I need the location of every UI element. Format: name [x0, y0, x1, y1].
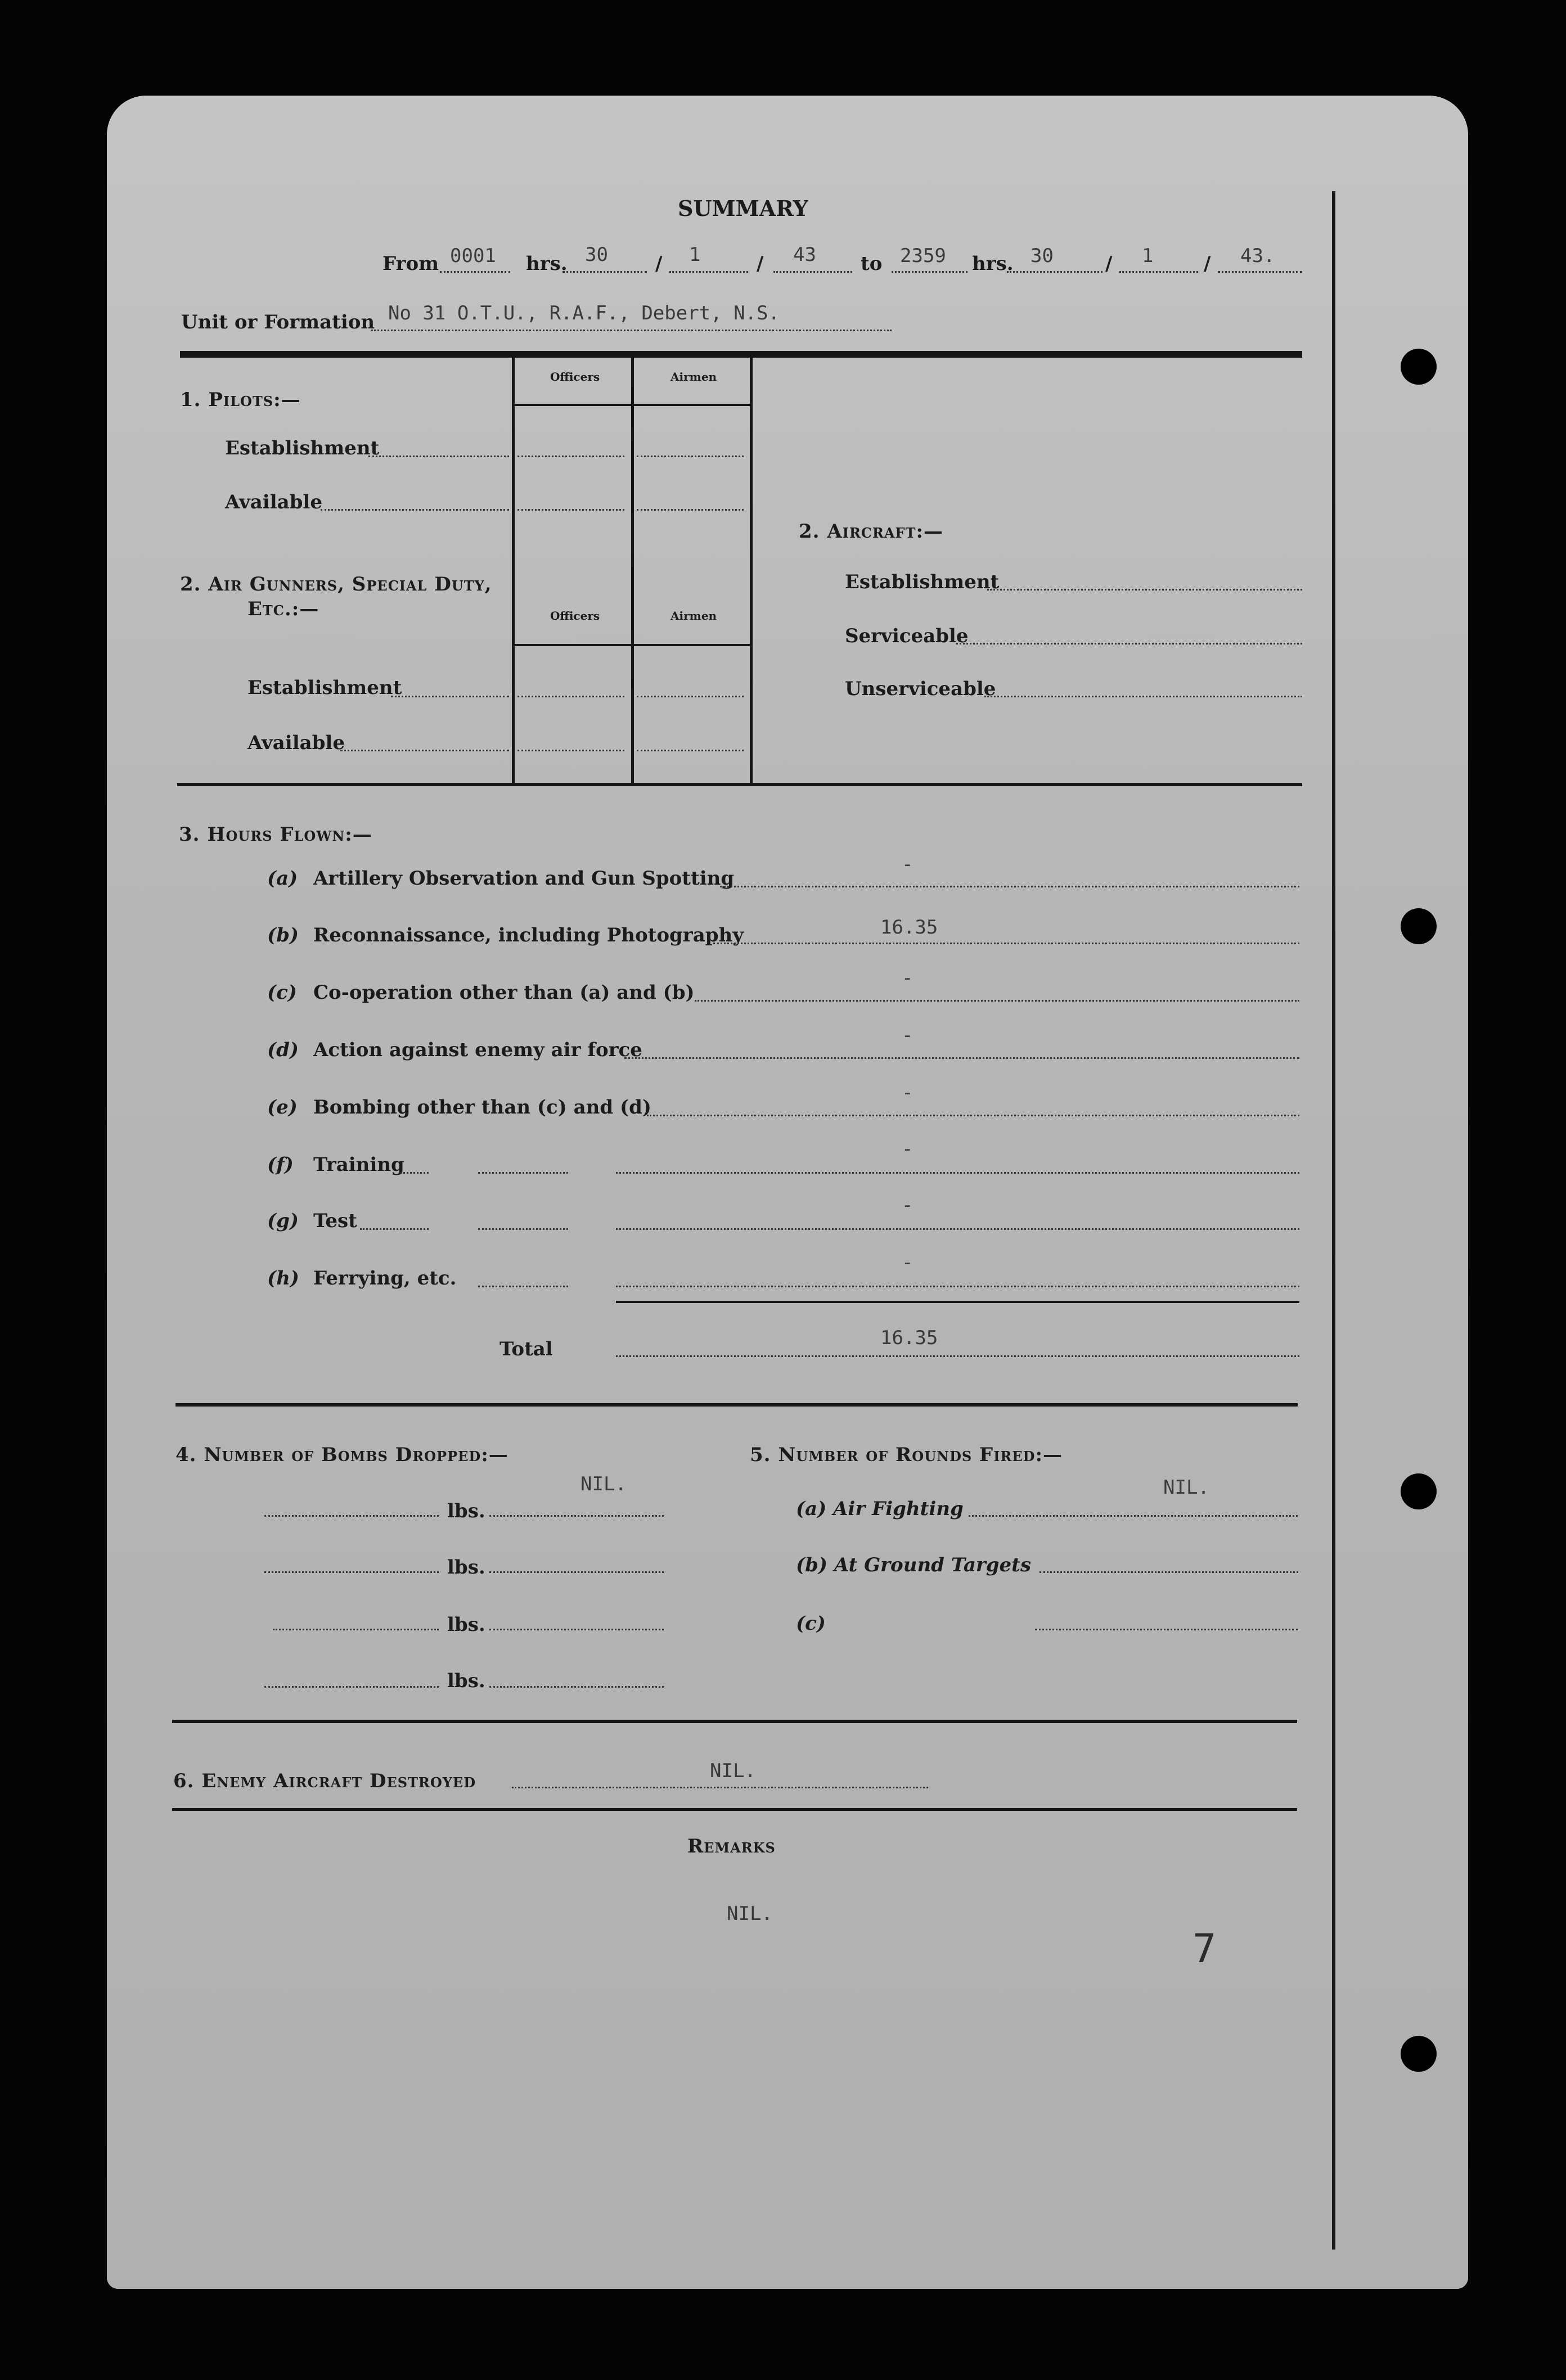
hours-item-g-line-2 [478, 1228, 568, 1230]
hours-item-f-value: - [902, 1138, 914, 1160]
rounds-ground-label: (b) At Ground Targets [796, 1554, 1032, 1576]
rounds-air-label: (a) Air Fighting [796, 1498, 964, 1520]
to-day-line [1007, 271, 1102, 273]
remarks-value: NIL. [727, 1903, 773, 1925]
page-title: SUMMARY [678, 196, 808, 221]
hours-item-g-value: - [902, 1194, 914, 1216]
grid-dots-5 [518, 696, 624, 697]
to-year-line [1218, 271, 1302, 273]
hours-item-c-value: - [902, 967, 914, 989]
hours-flown-heading: 3. Hours Flown:— [179, 823, 372, 846]
unit-label: Unit or Formation [181, 311, 375, 333]
aircraft-establishment-line [987, 589, 1302, 591]
section6-bottom-rule [172, 1808, 1297, 1811]
aircraft-heading: 2. Aircraft:— [799, 520, 943, 543]
binder-hole-2 [1401, 908, 1437, 944]
grid-dots-7 [518, 750, 624, 751]
gunners-establishment-label: Establishment [248, 677, 402, 699]
aircraft-unserviceable-label: Unserviceable [845, 678, 996, 700]
to-month-line [1119, 271, 1198, 273]
bombs-line-3a [273, 1629, 439, 1630]
hours-item-g-letter: (g) [267, 1210, 299, 1232]
grid-dots-8 [637, 750, 744, 751]
aircraft-serviceable-label: Serviceable [845, 625, 969, 647]
from-hrs-label: hrs. [526, 253, 568, 275]
rounds-other-label: (c) [796, 1612, 826, 1635]
grid-dots-1 [518, 456, 624, 457]
grid-vline-1 [512, 358, 515, 784]
rounds-other-line [1035, 1629, 1298, 1630]
from-time-line [440, 271, 510, 273]
hours-item-a-letter: (a) [267, 867, 298, 890]
hours-item-h-value: - [902, 1251, 914, 1274]
enemy-label: 6. Enemy Aircraft Destroyed [173, 1770, 476, 1792]
bombs-line-2b [489, 1571, 664, 1573]
hours-item-e-letter: (e) [267, 1096, 298, 1119]
grid-dots-4 [637, 509, 744, 511]
hours-item-d-label: Action against enemy air force [313, 1039, 642, 1061]
bombs-heading: 4. Number of Bombs Dropped:— [176, 1444, 508, 1466]
pilots-establishment-line [368, 456, 509, 457]
rounds-ground-line [1040, 1571, 1298, 1573]
hours-item-d-value: - [902, 1024, 914, 1047]
hours-item-d-line [624, 1057, 1299, 1059]
to-day: 30 [1030, 245, 1054, 267]
hours-item-f-line-1 [400, 1172, 429, 1174]
to-label: to [861, 253, 883, 275]
binder-hole-4 [1401, 2036, 1437, 2072]
bombs-value: NIL. [580, 1473, 627, 1495]
hours-item-f-label: Training [313, 1153, 404, 1176]
from-month: 1 [689, 244, 701, 266]
hours-item-h-label: Ferrying, etc. [313, 1267, 457, 1290]
hours-item-c-line [695, 1000, 1299, 1002]
hours-item-a-line [720, 886, 1299, 887]
from-label: From [382, 253, 439, 275]
hours-item-h-line-1 [478, 1286, 568, 1287]
from-year: 43 [793, 244, 816, 266]
hours-item-b-line [713, 943, 1299, 944]
bombs-lbs-3: lbs. [447, 1613, 485, 1636]
from-slash-2: / [757, 253, 764, 275]
hours-item-g-label: Test [313, 1210, 357, 1232]
section4-bottom-rule [172, 1720, 1297, 1723]
pilots-establishment-label: Establishment [225, 437, 380, 459]
grid-vline-3 [750, 358, 753, 784]
pilots-header-rule [515, 404, 751, 406]
to-year: 43. [1240, 245, 1275, 267]
hours-item-f-line-2 [478, 1172, 568, 1174]
hours-item-d-letter: (d) [267, 1039, 299, 1061]
pilots-heading: 1. Pilots:— [180, 389, 301, 411]
bombs-line-4a [264, 1686, 439, 1688]
hours-total-rule [616, 1301, 1299, 1303]
paper-background [107, 96, 1468, 2289]
grid-dots-6 [637, 696, 744, 697]
hours-total-label: Total [500, 1338, 553, 1360]
from-month-line [669, 271, 748, 273]
hours-total-line [616, 1355, 1299, 1357]
section1-bottom-rule [177, 783, 1302, 786]
hours-item-b-letter: (b) [267, 924, 299, 946]
hours-total-value: 16.35 [880, 1327, 938, 1349]
bombs-line-1a [264, 1515, 439, 1517]
enemy-line [512, 1787, 928, 1788]
unit-line [371, 330, 892, 331]
to-slash-1: / [1105, 253, 1113, 275]
bombs-line-1b [489, 1515, 664, 1517]
gunners-heading-line1: 2. Air Gunners, Special Duty, [180, 573, 492, 596]
rounds-heading: 5. Number of Rounds Fired:— [750, 1444, 1063, 1466]
pilots-airmen-col: Airmen [670, 370, 717, 384]
hours-item-c-label: Co-operation other than (a) and (b) [313, 981, 695, 1004]
unit-value: No 31 O.T.U., R.A.F., Debert, N.S. [388, 302, 780, 324]
gunners-heading-line2: Etc.:— [248, 598, 320, 620]
gunners-officers-col: Officers [550, 609, 600, 623]
to-time-line [892, 271, 968, 273]
bombs-line-4b [489, 1686, 664, 1688]
hours-item-a-value: - [902, 853, 914, 876]
rounds-air-line [969, 1515, 1298, 1517]
hours-item-e-label: Bombing other than (c) and (d) [313, 1096, 651, 1119]
hours-item-g-line-1 [360, 1228, 429, 1230]
bombs-lbs-2: lbs. [447, 1556, 485, 1579]
gunners-airmen-col: Airmen [670, 609, 717, 623]
aircraft-establishment-label: Establishment [845, 571, 1000, 593]
from-time: 0001 [450, 245, 496, 267]
rounds-air-value: NIL. [1163, 1476, 1209, 1499]
hours-item-h-line-2 [616, 1286, 1299, 1287]
gunners-establishment-line [391, 696, 509, 697]
hours-item-a-label: Artillery Observation and Gun Spotting [313, 867, 735, 890]
page-mark: 7 [1192, 1926, 1217, 1972]
top-rule [180, 351, 1302, 358]
grid-dots-3 [518, 509, 624, 511]
hours-item-e-value: - [902, 1081, 914, 1104]
bombs-lbs-4: lbs. [447, 1670, 485, 1692]
margin-line [1332, 191, 1335, 2250]
form-sheet [107, 96, 1468, 2289]
gunners-available-label: Available [248, 732, 345, 754]
remarks-heading: Remarks [687, 1835, 776, 1858]
bombs-line-2a [264, 1571, 439, 1573]
to-hrs-label: hrs. [972, 253, 1014, 275]
to-month: 1 [1142, 245, 1154, 267]
hours-item-b-label: Reconnaissance, including Photography [313, 924, 744, 946]
pilots-available-line [321, 509, 509, 511]
hours-item-b-value: 16.35 [880, 916, 938, 939]
from-slash-1: / [655, 253, 663, 275]
hours-item-f-letter: (f) [267, 1153, 294, 1176]
hours-item-h-letter: (h) [267, 1267, 299, 1290]
aircraft-unserviceable-line [984, 696, 1302, 697]
hours-item-f-line-3 [616, 1172, 1299, 1174]
binder-hole-1 [1401, 349, 1437, 385]
to-time: 2359 [900, 245, 946, 267]
to-slash-2: / [1204, 253, 1211, 275]
from-year-line [773, 271, 852, 273]
bombs-lbs-1: lbs. [447, 1500, 485, 1522]
bombs-line-3b [489, 1629, 664, 1630]
section3-bottom-rule [176, 1403, 1298, 1407]
gunners-available-line [340, 750, 509, 751]
pilots-officers-col: Officers [550, 370, 600, 384]
hours-item-c-letter: (c) [267, 981, 297, 1004]
hours-item-g-line-3 [616, 1228, 1299, 1230]
enemy-value: NIL. [710, 1760, 756, 1782]
gunners-header-rule [515, 644, 751, 646]
grid-vline-2 [631, 358, 634, 784]
hours-item-e-line [647, 1115, 1299, 1116]
binder-hole-3 [1401, 1473, 1437, 1509]
from-day-line [562, 271, 647, 273]
grid-dots-2 [637, 456, 744, 457]
aircraft-serviceable-line [956, 643, 1302, 644]
pilots-available-label: Available [225, 491, 322, 513]
from-day: 30 [585, 244, 608, 266]
